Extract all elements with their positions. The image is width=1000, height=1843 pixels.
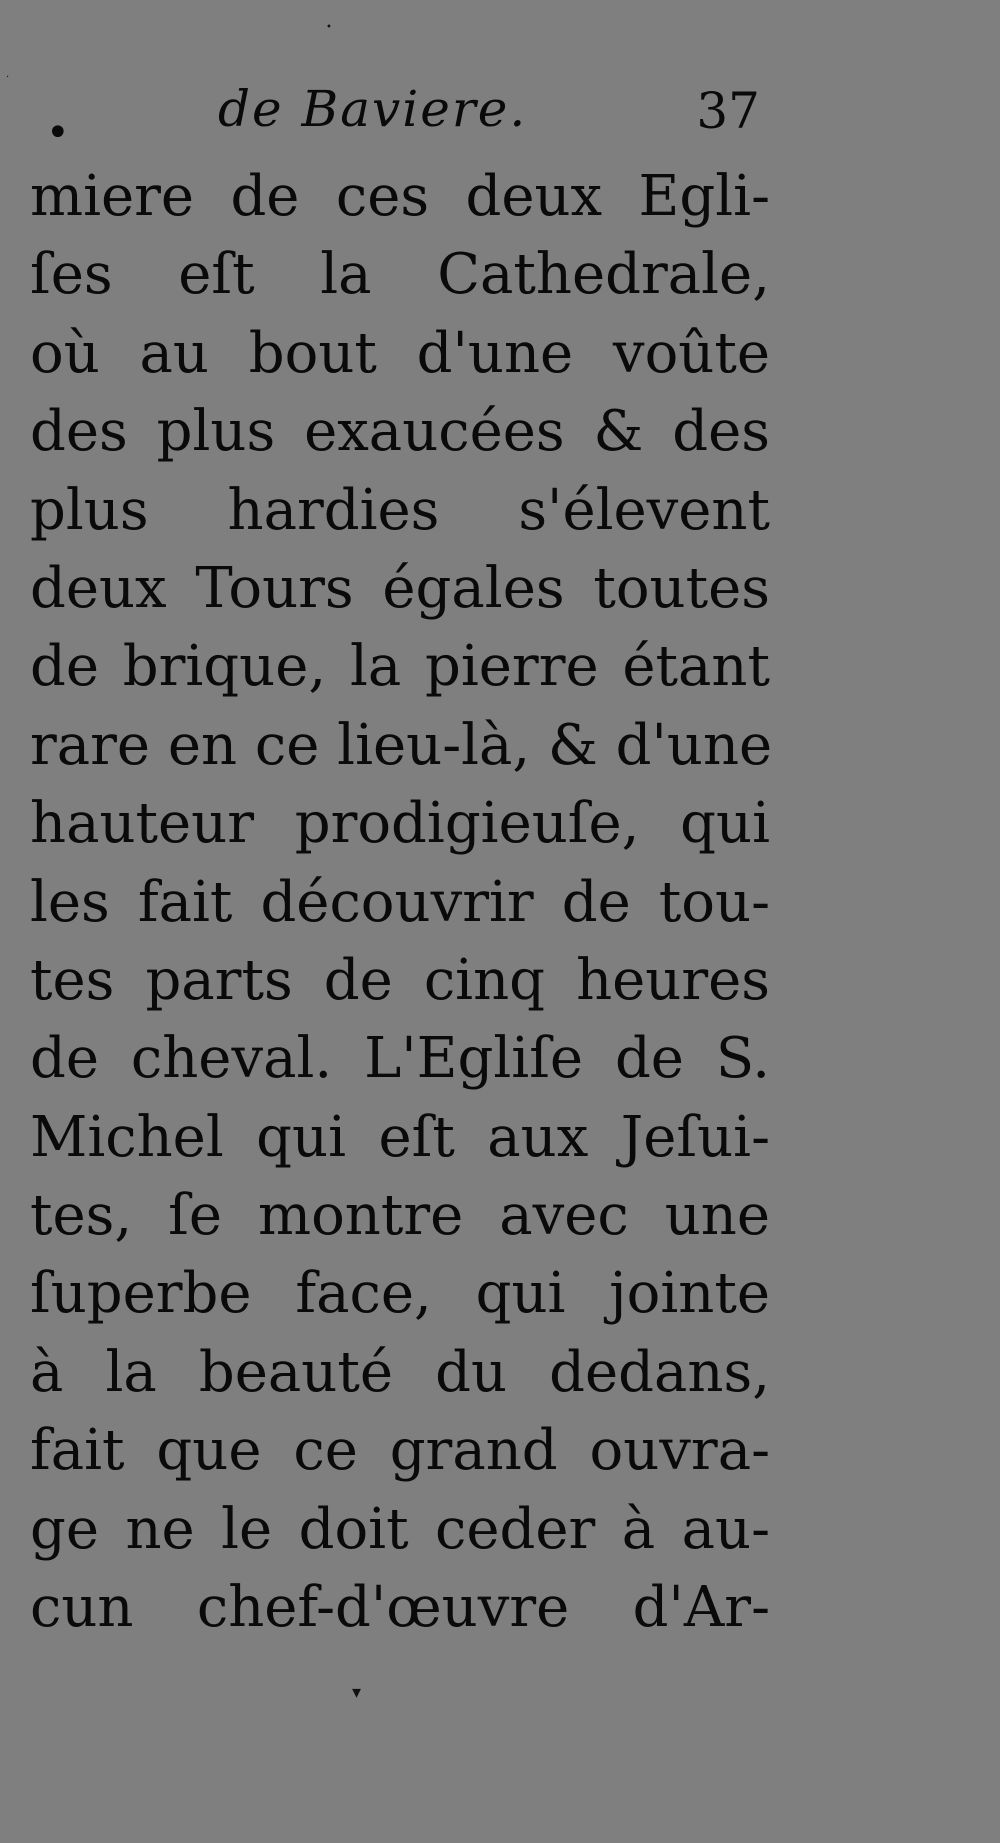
text-line: miere de ces deux Egli- [30,164,770,229]
text-line: ge ne le doit ceder à au- [30,1496,770,1562]
page-number: 37 [696,82,760,140]
header-mark: • [46,110,70,156]
text-line: plus hardies s'élevent [30,477,770,543]
body-text [30,158,773,1647]
text-line: hauteur prodigieuſe, qui [30,791,770,857]
ink-speck: · [6,72,10,83]
ink-speck: • [326,22,332,33]
ink-speck: ▾ [352,1682,362,1703]
text-line: ſes eſt la Cathedrale, [30,242,770,308]
text-line: à la beauté du dedans, [30,1339,770,1405]
text-line: deux Tours égales toutes [30,555,770,621]
text-line: fait que ce grand ouvra- [30,1418,770,1484]
text-line: les fait découvrir de tou- [30,869,770,935]
text-line: tes parts de cinq heures [30,947,770,1013]
running-title: de Baviere. [218,80,528,138]
text-line: de brique, la pierre étant [30,634,770,700]
text-line: ſuperbe face, qui jointe [30,1261,770,1327]
text-line: rare en ce lieu-là, & d'une [30,712,773,778]
text-line: Michel qui eſt aux Jeſui- [30,1104,770,1170]
text-line: de cheval. L'Egliſe de S. [30,1026,770,1092]
text-line: des plus exaucées & des [30,399,770,465]
page-header [30,80,770,170]
text-line: tes, ſe montre avec une [30,1183,770,1249]
text-line: où au bout d'une voûte [30,320,770,386]
text-line: cun chef-d'œuvre d'Ar- [30,1575,770,1641]
